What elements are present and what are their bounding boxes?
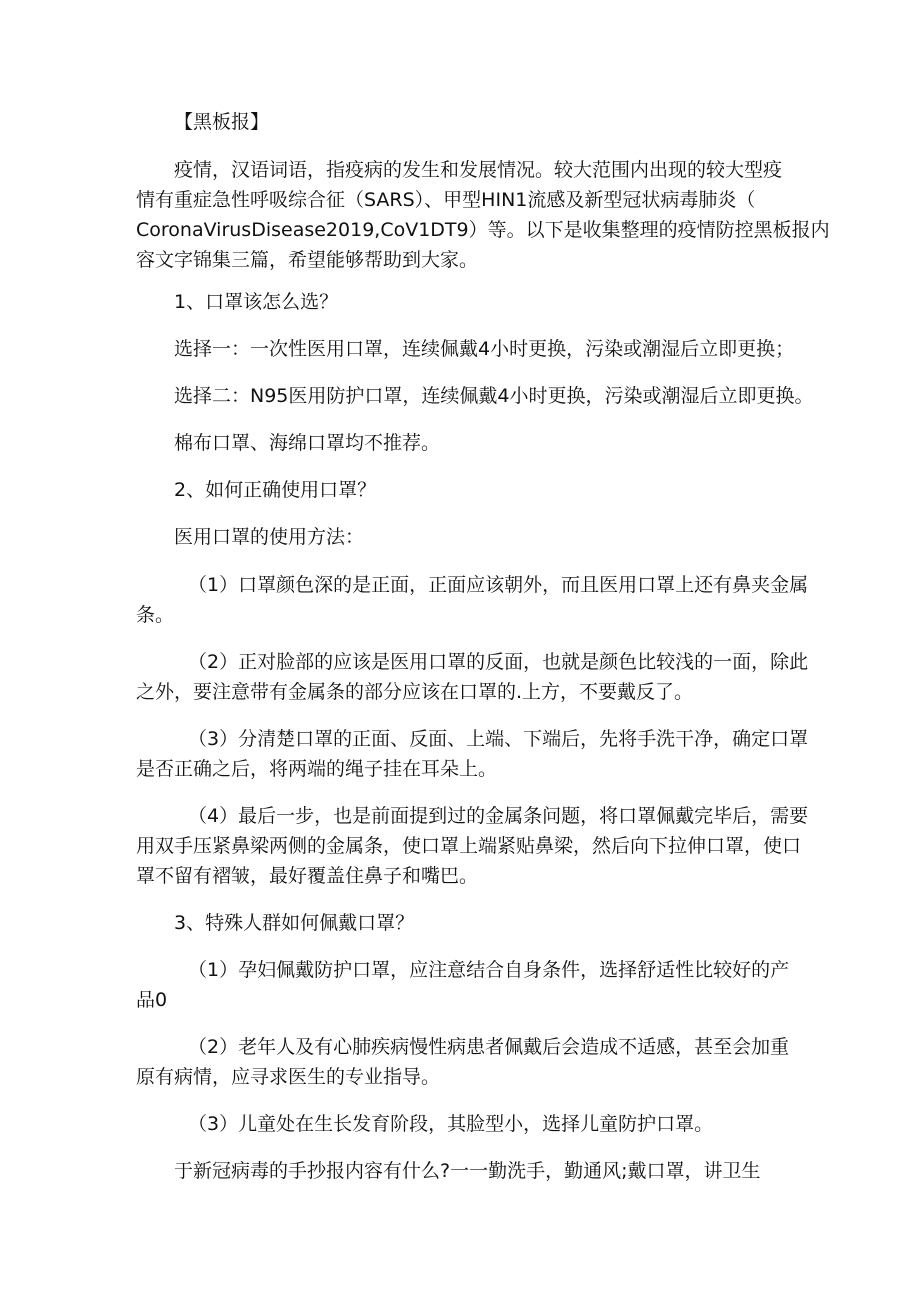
paragraph-line: 原有病情，应寻求医生的专业指导。 [136,1066,441,1088]
section-title: 3、特殊人群如何佩戴口罩？ [174,912,415,934]
heading: 【黑板报】 [174,111,270,133]
intro-line: 情有重症急性呼吸综合征（SARS）、甲型HIN1流感及新型冠状病毒肺炎（ [136,189,756,211]
paragraph-line: （4）最后一步，也是前面提到过的金属条问题，将口罩佩戴完毕后，需要 [188,805,809,827]
paragraph-line: （3）分清楚口罩的正面、反面、上端、下端后，先将手洗干净，确定口罩 [188,728,809,750]
paragraph-line: （1）口罩颜色深的是正面，正面应该朝外，而且医用口罩上还有鼻夹金属 [188,574,809,596]
section-title: 2、如何正确使用口罩？ [174,479,377,501]
paragraph-line: 品0 [136,989,168,1011]
paragraph: 医用口罩的使用方法： [174,526,365,548]
paragraph-line: （1）孕妇佩戴防护口罩，应注意结合自身条件，选择舒适性比较好的产 [188,959,790,981]
paragraph-line: 是否正确之后，将两端的绳子挂在耳朵上。 [136,758,498,780]
paragraph-line: （2）正对脸部的应该是医用口罩的反面，也就是颜色比较浅的一面，除此 [188,651,809,673]
paragraph-line: 于新冠病毒的手抄报内容有什么?一一勤洗手，勤通风;戴口罩，讲卫生 [174,1160,761,1182]
intro-line: CoronaVirusDisease2019,CoV1DT9）等。以下是收集整理的疫情防控黑板报内 [136,219,830,241]
paragraph-line: 之外，要注意带有金属条的部分应该在口罩的.上方，不要戴反了。 [136,681,694,703]
paragraph: 棉布口罩、海绵口罩均不推荐。 [174,432,441,454]
paragraph: 选择一：一次性医用口罩，连续佩戴4小时更换，污染或潮湿后立即更换； [174,338,795,360]
paragraph-line: 罩不留有褶皱，最好覆盖住鼻子和嘴巴。 [136,865,479,887]
intro-line: 疫情，汉语词语，指疫病的发生和发展情况。较大范围内出现的较大型疫 [174,159,783,181]
paragraph-line: 用双手压紧鼻梁两侧的金属条，使口罩上端紧贴鼻梁，然后向下拉伸口罩，使口 [136,835,802,857]
paragraph: 选择二：N95医用防护口罩，连续佩戴4小时更换，污染或潮湿后立即更换。 [174,385,814,407]
paragraph-line: （3）儿童处在生长发育阶段，其脸型小，选择儿童防护口罩。 [188,1113,714,1135]
section-title: 1、口罩该怎么选？ [174,291,339,313]
paragraph-line: （2）老年人及有心肺疾病慢性病患者佩戴后会造成不适感，甚至会加重 [188,1036,790,1058]
paragraph-line: 条。 [136,604,175,626]
intro-line: 容文字锦集三篇，希望能够帮助到大家。 [136,249,479,271]
